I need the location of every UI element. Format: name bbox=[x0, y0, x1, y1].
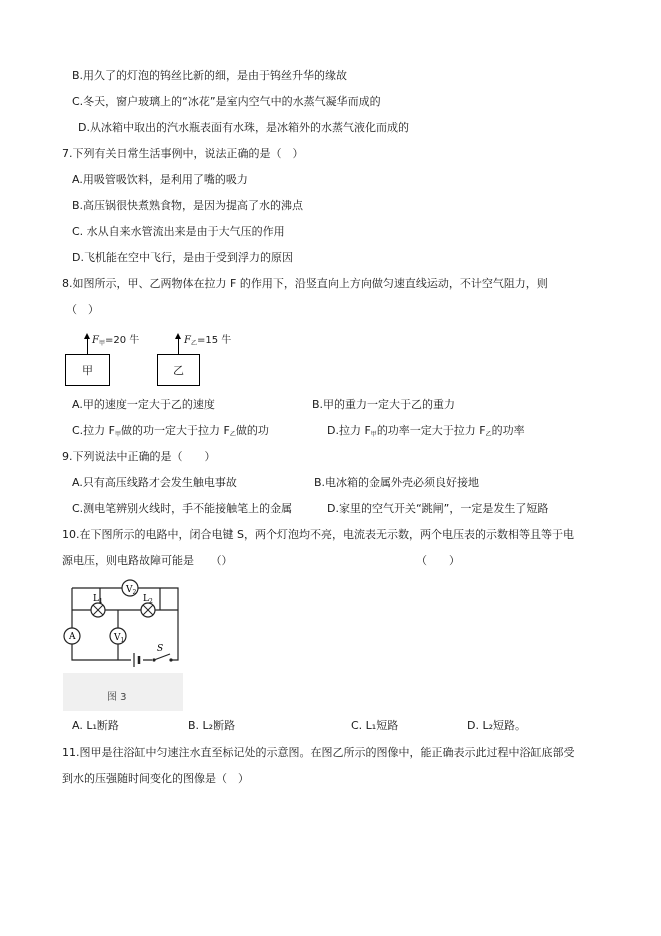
subscript: 甲 bbox=[115, 431, 122, 438]
option-d-water-drops: D.从冰箱中取出的汽水瓶表面有水珠，是冰箱外的水蒸气液化而成的 bbox=[78, 121, 409, 134]
q10-option-c: C. L₁短路 bbox=[351, 719, 399, 732]
question-8: 8.如图所示，甲、乙两物体在拉力 F 的作用下，沿竖直向上方向做匀速直线运动，不计空气阻力，则 bbox=[62, 277, 548, 290]
q7-option-c: C. 水从自来水管流出来是由于大气压的作用 bbox=[72, 225, 285, 238]
force-subscript: 乙 bbox=[190, 340, 197, 347]
switch-icon bbox=[152, 654, 173, 666]
question-10-cont: 源电压，则电路故障可能是 （） bbox=[62, 554, 233, 567]
force-arrow-jia bbox=[87, 338, 88, 354]
question-10-answer-paren: （ ） bbox=[416, 554, 460, 567]
text: 的功率 bbox=[491, 424, 525, 437]
circuit-diagram bbox=[60, 574, 190, 674]
q9-option-c: C.测电笔辨别火线时，手不能接触笔上的金属 bbox=[72, 502, 293, 515]
q8-option-a: A.甲的速度一定大于乙的速度 bbox=[72, 398, 215, 411]
object-jia: 甲 bbox=[65, 354, 110, 386]
l2-label: $L_2$ bbox=[143, 594, 153, 605]
force-symbol: F bbox=[184, 335, 191, 346]
v2-label: $V_2$ bbox=[126, 585, 137, 596]
force-value: =20 牛 bbox=[104, 335, 140, 346]
question-7: 7.下列有关日常生活事例中，说法正确的是（ ） bbox=[62, 147, 304, 160]
q10-option-a: A. L₁断路 bbox=[72, 719, 119, 732]
q9-option-d: D.家里的空气开关“跳闸”，一定是发生了短路 bbox=[327, 502, 549, 515]
q8-option-c bbox=[72, 424, 269, 442]
q8-option-d bbox=[327, 424, 525, 442]
question-10: 10.在下图所示的电路中，闭合电键 S，两个灯泡均不亮，电流表无示数，两个电压表的示数相等且等于电 bbox=[62, 528, 574, 541]
figure-caption: 图 3 bbox=[107, 692, 127, 703]
text: 的功率一定大于拉力 F bbox=[376, 424, 486, 437]
force-symbol: F bbox=[92, 335, 99, 346]
q9-option-a: A.只有高压线路才会发生触电事故 bbox=[72, 476, 237, 489]
subscript: 乙 bbox=[485, 431, 492, 438]
object-yi: 乙 bbox=[157, 354, 200, 386]
force-arrow-yi bbox=[178, 338, 179, 354]
option-c-ice-flower: C.冬天，窗户玻璃上的“冰花”是室内空气中的水蒸气凝华而成的 bbox=[72, 95, 381, 108]
q10-option-b: B. L₂断路 bbox=[188, 719, 236, 732]
question-11-cont: 到水的压强随时间变化的图像是（ ） bbox=[62, 772, 249, 785]
text: D.拉力 F bbox=[327, 424, 371, 437]
force-label-jia bbox=[92, 335, 139, 350]
text: 做的功一定大于拉力 F bbox=[121, 424, 230, 437]
lamp-l2-icon bbox=[141, 603, 155, 617]
question-11: 11.图甲是往浴缸中匀速注水直至标记处的示意图。在图乙所示的图像中，能正确表示此过程中浴缸底部受 bbox=[62, 746, 575, 759]
battery-icon bbox=[131, 653, 143, 667]
question-8-paren: （ ） bbox=[66, 303, 99, 316]
question-9: 9.下列说法中正确的是（ ） bbox=[62, 450, 216, 463]
q7-option-b: B.高压锅很快煮熟食物，是因为提高了水的沸点 bbox=[72, 199, 304, 212]
q10-option-d: D. L₂短路。 bbox=[467, 719, 527, 732]
q7-option-d: D.飞机能在空中飞行，是由于受到浮力的原因 bbox=[72, 251, 293, 264]
q7-option-a: A.用吸管吸饮料，是利用了嘴的吸力 bbox=[72, 173, 248, 186]
text: C.拉力 F bbox=[72, 424, 116, 437]
subscript: 乙 bbox=[229, 431, 236, 438]
v1-label: $V_1$ bbox=[114, 633, 125, 644]
s-label: S bbox=[157, 644, 164, 654]
force-subscript: 甲 bbox=[98, 340, 105, 347]
subscript: 甲 bbox=[370, 431, 377, 438]
option-b-tungsten: B.用久了的灯泡的钨丝比新的细，是由于钨丝升华的缘故 bbox=[72, 69, 348, 82]
force-label-yi bbox=[184, 335, 231, 350]
a-label: A bbox=[69, 632, 76, 642]
q9-option-b: B.电冰箱的金属外壳必须良好接地 bbox=[314, 476, 480, 489]
lamp-l1-icon bbox=[91, 603, 105, 617]
text: 做的功 bbox=[235, 424, 269, 437]
q8-option-b: B.甲的重力一定大于乙的重力 bbox=[312, 398, 456, 411]
l1-label: $L_1$ bbox=[93, 594, 103, 605]
force-value: =15 牛 bbox=[196, 335, 232, 346]
